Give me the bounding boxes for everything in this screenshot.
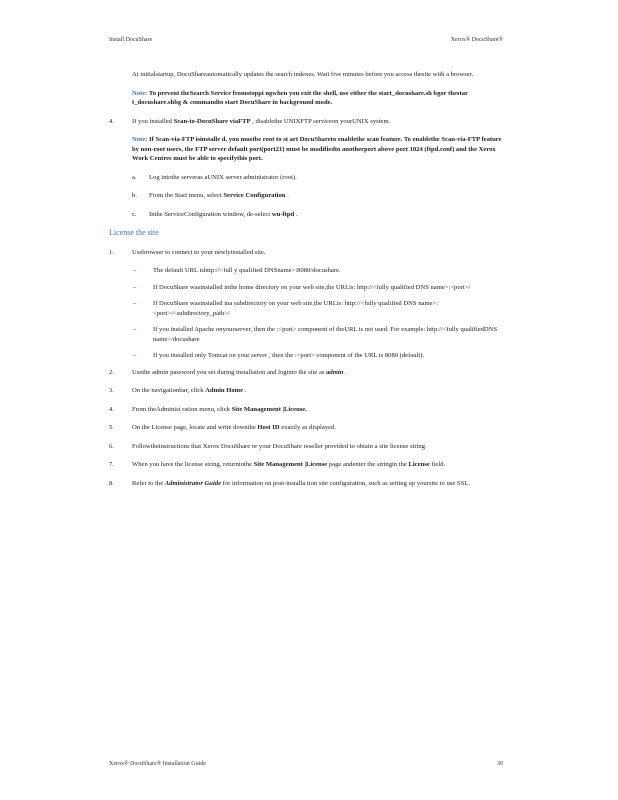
substep-item bbox=[109, 173, 504, 183]
substep-text: Inthe ServiceConfiguration window, de-select bbox=[149, 210, 272, 218]
step-text-post: , disablethe UNIXFTP serviceon yourUNIX system. bbox=[252, 117, 391, 125]
step-text: When you have the license string, returntothe bbox=[132, 461, 254, 468]
step-number: 8. bbox=[109, 479, 114, 487]
step-number: 4. bbox=[109, 117, 114, 125]
note-text: If Scan-via-FTP isinstalle d, you mustbe root to st art DocuShareto enablethe scan feature. To enablethe Scan-via-FTP feature by non-root users, the FTP server default port(port21) must be modifiedto anotherport above port 1024 (ftpd.conf) and the Xerox Work Centres must be able to specifythis port. bbox=[132, 136, 502, 162]
note-label: Note: bbox=[132, 136, 148, 143]
step-text-post: field. bbox=[431, 461, 446, 468]
step-bold: Scan-to-DocuShare viaFTP bbox=[173, 117, 251, 125]
section-title: License the site bbox=[109, 228, 159, 237]
step-text-post: . bbox=[244, 387, 247, 394]
url-note-item bbox=[109, 283, 504, 293]
step-italic: Administrator Guide bbox=[164, 479, 222, 487]
step-text-post: exactly as displayed. bbox=[281, 424, 336, 431]
substep-post: . bbox=[287, 192, 289, 199]
step-italic: admin bbox=[326, 368, 344, 376]
substep-text: From the Start menu, select bbox=[149, 192, 224, 199]
header-right: Xerox® DocuShare® bbox=[450, 37, 503, 43]
step4-note bbox=[109, 135, 504, 164]
step-text: From theAdminist ration menu, click bbox=[132, 405, 232, 413]
step-bold: Site Management |License. bbox=[231, 405, 307, 413]
substep-marker: c. bbox=[132, 210, 137, 218]
step-number: 4. bbox=[109, 405, 114, 413]
header-left: Install DocuShare bbox=[109, 37, 153, 43]
step-text: If you installed bbox=[132, 117, 172, 125]
step-text-post: for information on post-installa tion site configuration, such as setting up yoursite to use SSL. bbox=[221, 479, 470, 487]
substep-item bbox=[109, 191, 504, 201]
note-text: To prevent theSearch Service fromstoppi ngwhen you exit the shell, use either the start_docushare.sh bgor thestar t_docushare.shbg & commandto start DocuShare in background mode. bbox=[132, 89, 468, 106]
step-text: Usethe admin password you set during installation and loginto the site as bbox=[132, 368, 327, 376]
url-note-text: If you installed only Tomcat on your server , then the :<port> component of the URL is 8080 (default). bbox=[153, 352, 425, 359]
license-step bbox=[109, 248, 504, 258]
step-bold: Admin Home bbox=[205, 387, 245, 394]
step-bold: Host ID bbox=[257, 424, 282, 431]
license-step bbox=[109, 386, 504, 396]
dash-marker: – bbox=[133, 300, 137, 307]
step-bold: Site Management |License bbox=[253, 461, 329, 468]
url-note-item bbox=[109, 325, 504, 344]
substep-bold: wu-ftpd bbox=[271, 210, 296, 218]
intro-note bbox=[109, 89, 504, 108]
url-note-item bbox=[109, 299, 504, 318]
step-text-post: . bbox=[343, 368, 347, 376]
dash-marker: – bbox=[133, 352, 137, 359]
dash-marker: – bbox=[133, 283, 137, 291]
note-label: Note: bbox=[132, 89, 148, 97]
url-note-text: If you installed Apache onyourserver, then the :<port> component of theURL is not used. For example: http://<fully qualifiedDNS name>/docushare bbox=[153, 326, 498, 343]
substep-marker: b. bbox=[132, 192, 137, 199]
page-number: 30 bbox=[497, 761, 503, 767]
substep-list bbox=[109, 173, 504, 220]
step-text: On the License page, locate and write downthe bbox=[132, 424, 258, 431]
footer-left: Xerox® DocuShare® Installation Guide bbox=[109, 761, 206, 767]
step-text-post: page andenter the stringin the bbox=[328, 461, 409, 468]
dash-marker: – bbox=[133, 267, 137, 274]
license-step bbox=[109, 368, 504, 378]
substep-bold: Service Configuration bbox=[223, 192, 288, 199]
url-note-item bbox=[109, 266, 504, 276]
content bbox=[109, 70, 504, 497]
step-number: 3. bbox=[109, 387, 114, 394]
license-step bbox=[109, 442, 504, 452]
intro-text: At initialstartup, DocuShareautomatically updates the search indexes. Wait five minutes before you access thesite with a browser. bbox=[132, 71, 474, 78]
url-note-text: If DocuShare wasinstalled ina subdirectory on your web site,the URLis: http://<fully qualified DNS name>:<port>/<subdirectory_path>/ bbox=[153, 300, 439, 317]
substep-text: Log intothe serveras aUNIX server administrator (root). bbox=[149, 173, 297, 181]
step-4 bbox=[109, 117, 504, 127]
step-bold: License bbox=[408, 461, 432, 468]
step-number: 7. bbox=[109, 461, 114, 468]
license-step bbox=[109, 423, 504, 433]
url-note-text: The default URL ishttp://<full y qualified DNSname>:8080/docushare. bbox=[153, 267, 341, 274]
url-note-text: If DocuShare wasinstalled inthe home directory on your web site,the URLis: http://<fully qualified DNS name>:<port>/ bbox=[153, 283, 471, 291]
step-text: Followtheinstructions that Xerox DocuShare or your DocuShare reseller provided to obtain a site license string. bbox=[132, 442, 427, 450]
substep-post: . bbox=[295, 210, 298, 218]
dash-marker: – bbox=[133, 326, 137, 333]
substep-marker: a. bbox=[132, 173, 137, 181]
step-text: On the navigationbar, click bbox=[132, 387, 206, 394]
url-note-item bbox=[109, 351, 504, 361]
step-number: 6. bbox=[109, 442, 114, 450]
substep-item bbox=[109, 210, 504, 220]
license-step bbox=[109, 479, 504, 489]
step-number: 2. bbox=[109, 368, 114, 376]
step-number: 5. bbox=[109, 424, 114, 431]
step-text: Usebrowser to connect to your newlyinstalled site. bbox=[132, 248, 266, 256]
license-step bbox=[109, 460, 504, 470]
step-number: 1. bbox=[109, 248, 114, 256]
license-steps bbox=[109, 248, 504, 489]
step-text: Refer to the bbox=[132, 479, 165, 487]
license-step bbox=[109, 405, 504, 415]
